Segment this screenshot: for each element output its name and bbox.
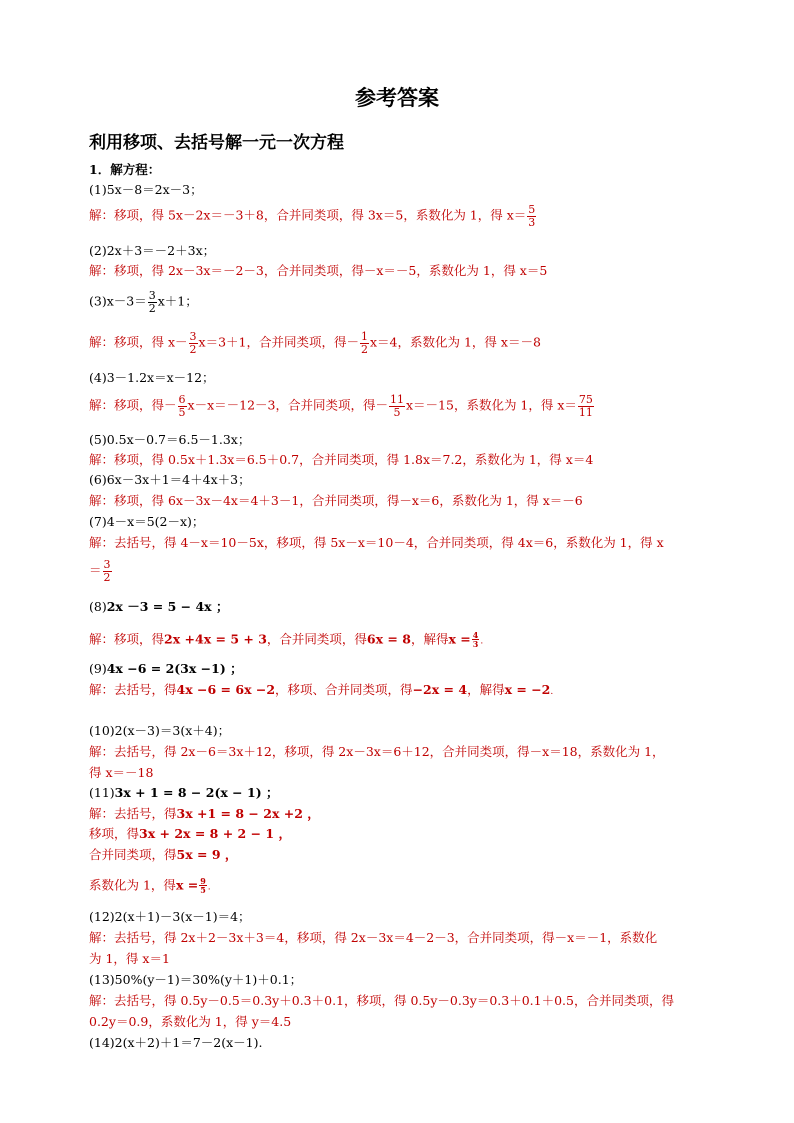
- answer-6: 解：移项，得 6x－3x－4x＝4＋3－1，合并同类项，得－x＝6，系数化为 1，得 x＝－6: [89, 493, 583, 508]
- fraction: $\frac{11}{5}$: [389, 393, 404, 419]
- answer-1: 解：移项，得 5x－2x＝－3＋8，合并同类项，得 3x＝5，系数化为 1，得 x＝ $\frac{5}{3}$: [89, 203, 536, 229]
- answer-11-step4: 系数化为 1，得x = $\frac{9}{5}$ .: [89, 876, 211, 896]
- question-12: (12)2(x＋1)－3(x－1)＝4；: [89, 909, 251, 924]
- page-title: 参考答案: [355, 86, 439, 110]
- question-14: (14)2(x＋2)＋1＝7－2(x－1).: [89, 1035, 263, 1050]
- answer-13-cont: 0.2y＝0.9，系数化为 1，得 y＝4.5: [89, 1014, 292, 1029]
- question-10: (10)2(x－3)＝3(x＋4)；: [89, 723, 231, 738]
- answer-5: 解：移项，得 0.5x＋1.3x＝6.5＋0.7，合并同类项，得 1.8x＝7.2，系数化为 1，得 x＝4: [89, 452, 594, 467]
- answer-11-step3: 合并同类项，得5x = 9 ，: [89, 847, 238, 862]
- fraction: $\frac{3}{2}$: [189, 330, 197, 356]
- question-13: (13)50%(y－1)＝30%(y＋1)＋0.1；: [89, 972, 303, 987]
- question-11: (11)3x + 1 = 8 − 2(x − 1) ；: [89, 785, 279, 800]
- fraction: $\frac{9}{5}$: [200, 876, 206, 896]
- answer-3: 解：移项，得 x－ $\frac{3}{2}$ x＝3＋1，合并同类项，得－ $\frac{1}{2}$ x＝4，系数化为 1，得 x＝－8: [89, 330, 541, 356]
- answer-10: 解：去括号，得 2x－6＝3x＋12，移项，得 2x－3x＝6＋12，合并同类项，得－x＝18，系数化为 1，: [89, 744, 665, 759]
- fraction: $\frac{5}{3}$: [528, 203, 536, 229]
- answer-10-cont: 得 x＝－18: [89, 765, 154, 780]
- answer-11-step2: 移项，得3x + 2x = 8 + 2 − 1 ，: [89, 826, 291, 841]
- answer-9: 解：去括号，得4x −6 = 6x −2，移项、合并同类项，得−2x = 4，解得x = −2.: [89, 682, 554, 697]
- question-4: (4)3－1.2x＝x－12；: [89, 370, 215, 385]
- question-5: (5)0.5x－0.7＝6.5－1.3x；: [89, 432, 251, 447]
- answer-4: 解：移项，得－ $\frac{6}{5}$ x－x＝－12－3，合并同类项，得－ $\frac{11}{5}$ x＝－15，系数化为 1，得 x＝ $\frac{75}{11}$: [89, 393, 593, 419]
- section-heading: 利用移项、去括号解一元一次方程: [89, 133, 344, 153]
- answer-7: 解：去括号，得 4－x＝10－5x，移项，得 5x－x＝10－4，合并同类项，得 4x＝6，系数化为 1，得 x: [89, 535, 664, 550]
- fraction: $\frac{3}{2}$: [103, 558, 111, 584]
- fraction: $\frac{3}{2}$: [148, 289, 156, 315]
- fraction: $\frac{6}{5}$: [178, 393, 186, 419]
- answer-8: 解：移项，得2x +4x = 5 + 3，合并同类项，得6x = 8，解得x = $\frac{4}{3}$ .: [89, 630, 484, 650]
- question-7: (7)4－x＝5(2－x)；: [89, 514, 205, 529]
- answer-2: 解：移项，得 2x－3x＝－2－3，合并同类项，得－x＝－5，系数化为 1，得 x＝5: [89, 263, 548, 278]
- question-1: (1)5x－8＝2x－3；: [89, 182, 203, 197]
- answer-13: 解：去括号，得 0.5y－0.5＝0.3y＋0.3＋0.1，移项，得 0.5y－0.3y＝0.3＋0.1＋0.5，合并同类项，得: [89, 993, 674, 1008]
- answer-12: 解：去括号，得 2x＋2－3x＋3＝4，移项，得 2x－3x＝4－2－3，合并同类项，得－x＝－1，系数化: [89, 930, 658, 945]
- answer-12-cont: 为 1，得 x＝1: [89, 951, 170, 966]
- answer-11-step1: 解：去括号，得3x +1 = 8 − 2x +2 ，: [89, 806, 320, 821]
- question-8: (8)2x －3 = 5 − 4x ；: [89, 599, 229, 614]
- fraction: $\frac{75}{11}$: [578, 393, 593, 419]
- question-3: (3)x－3＝ $\frac{3}{2}$ x＋1；: [89, 289, 198, 315]
- answer-7-cont: ＝ $\frac{3}{2}$: [89, 558, 111, 584]
- question-9: (9)4x −6 = 2(3x −1) ；: [89, 661, 243, 676]
- fraction: $\frac{1}{2}$: [361, 330, 368, 356]
- fraction: $\frac{4}{3}$: [472, 630, 479, 650]
- problem-intro: 1．解方程：: [89, 162, 161, 177]
- question-6: (6)6x－3x＋1＝4＋4x＋3；: [89, 472, 251, 487]
- question-2: (2)2x＋3＝－2＋3x；: [89, 243, 216, 258]
